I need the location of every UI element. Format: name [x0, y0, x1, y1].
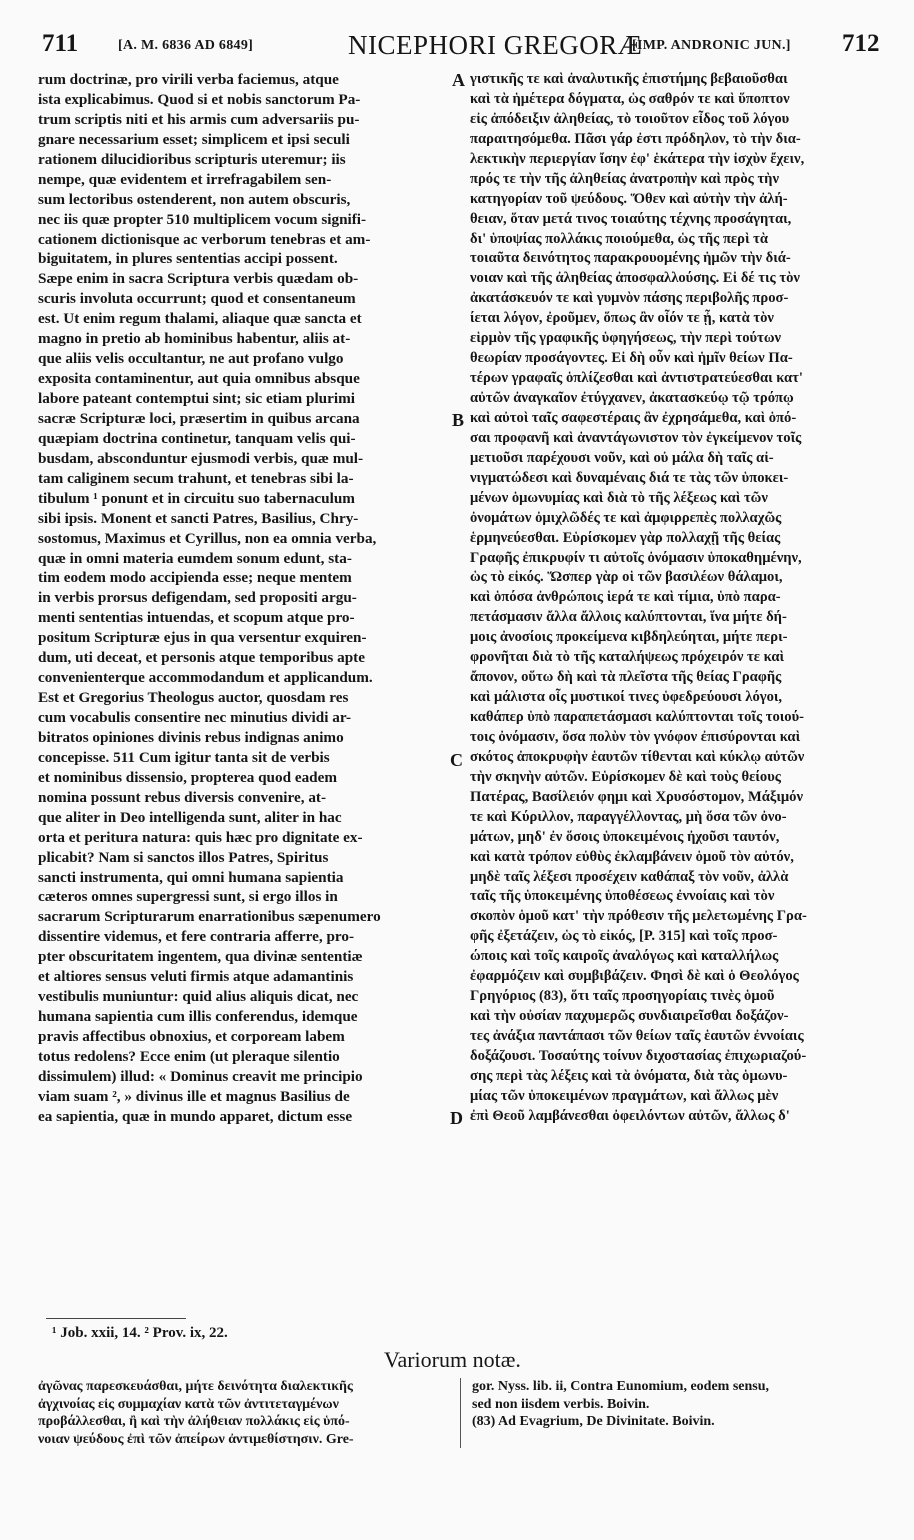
emperor-reference: [IMP. ANDRONIC JUN.] — [632, 38, 791, 53]
greek-text-line: τες ἀνάξια παντάπασι τῶν θείων ταῖς ἑαυτῶν ἐννοίαις — [470, 1028, 804, 1044]
latin-text-line: Est et Gregorius Theologus auctor, quosdam res — [38, 689, 349, 707]
latin-text-line: tam caliginem secum trahunt, et tenebras sibi la- — [38, 469, 354, 487]
footnotes: ¹ Job. xxii, 14. ² Prov. ix, 22. — [52, 1325, 228, 1341]
greek-text-line: καὶ αὐτοὶ ταῖς σαφεστέραις ἂν ἐχρησάμεθα, καὶ ὁπό- — [470, 409, 797, 426]
greek-text-line: φῆς ἐξετάζειν, ὡς τὸ εἰκός, [P. 315] καὶ τοῖς προσ- — [470, 928, 778, 945]
latin-text-line: positum Scripturæ ejus in qua versentur exquiren- — [38, 629, 367, 647]
date-range: [A. M. 6836 AD 6849] — [118, 38, 254, 53]
note-line: προβάλλεσθαι, ἢ καὶ τὴν ἀλήθειαν πολλάκις εἰς ὑπό- — [38, 1414, 350, 1429]
latin-text-line: sacrarum Scripturarum enarrationibus sæpenumero — [38, 908, 381, 926]
greek-text-line: μετιοῦσι παρέχουσι νοῦν, καὶ οὐ μάλα δὴ ταῖς αἰ- — [470, 449, 774, 466]
page-header — [32, 28, 882, 68]
note-line: gor. Nyss. lib. ii, Contra Eunomium, eodem sensu, — [472, 1379, 770, 1394]
latin-text-line: convenienterque accommodandum et applicandum. — [38, 669, 373, 687]
greek-text-line: αὐτῶν ἀναγκαῖον ἐτύγχανεν, ἀκατασκεύῳ τῷ τρόπῳ — [470, 390, 794, 406]
greek-text-line: Γρηγόριος (83), ὅτι ταῖς προσηγορίαις τινὲς ὁμοῦ — [470, 988, 775, 1005]
notes-left-column — [38, 1378, 450, 1448]
greek-text-line: ἄπονον, οὕτω δὴ καὶ τὰ πλεῖστα τῆς θείας Γραφῆς — [470, 669, 782, 686]
greek-text-line: ταῖς τῆς ὑποκειμένης ὑποθέσεως ἐννοίαις καὶ τὸν — [470, 888, 775, 905]
latin-text-line: pravis affectibus obnoxius, et corpoream labem — [38, 1028, 345, 1045]
latin-text-line: magno in pretio ab hominibus habentur, aliis at- — [38, 330, 351, 348]
latin-text-line: orta et peritura natura: quis hæc pro dignitate ex- — [38, 828, 363, 846]
note-line: ἀγῶνας παρεσκευάσθαι, μήτε δεινότητα διαλεκτικῆς — [38, 1379, 353, 1394]
greek-text-line: παραιτησόμεθα. Πᾶσι γάρ ἐστι πρόδηλον, τὸ τὴν δια- — [470, 130, 801, 147]
greek-text-line: ὀνομάτων ὀμιχλῶδές τε καὶ ἀμφιρρεπὲς πολλαχῶς — [470, 509, 782, 526]
greek-text-line: τοιαῦτα δεινότητος παρακρουομένης ἡμῶν τὴν διά- — [470, 250, 791, 267]
greek-text-line: μίας τῶν ὑποκειμένων πραγμάτων, καὶ ἄλλως μὲν — [470, 1087, 779, 1104]
latin-text-line: biguitatem, in plures sententias accipi possent. — [38, 250, 338, 268]
greek-text-line: δι' ὑποψίας πολλάκις ποιούμεθα, ὡς τῆς περὶ τὰ — [470, 230, 769, 247]
latin-text-line: que aliis velis occultantur, ne aut profano vulgo — [38, 350, 344, 368]
greek-text-line: Γραφῆς ἐπικρυφίν τι αὐτοῖς ὀνόμασιν ὑποκαθημένην, — [470, 549, 802, 566]
greek-text-line: εἰς ἀπόδειξιν ἀληθείας, τὸ τοιοῦτον εἶδος τοῦ λόγου — [470, 110, 790, 127]
latin-text-line: nec iis quæ propter 510 multiplicem vocum signifi- — [38, 210, 367, 228]
latin-text-line: nempe, quæ evidentem et irrefragabilem sen- — [38, 170, 332, 188]
latin-text-line: sibi ipsis. Monent et sancti Patres, Basilius, Chry- — [38, 509, 359, 527]
greek-text-line: σης περὶ τὰς λέξεις καὶ τὰ ὀνόματα, διὰ τὰς ὁμωνυ- — [470, 1067, 788, 1084]
greek-text-line: μένων ὁμωνυμίας καὶ διὰ τὸ τῆς λέξεως καὶ τῶν — [470, 489, 768, 506]
greek-text-line: τοις ὀνόμασιν, ὅσα πολὺν τὸν γνόφον ἐπισύρονται καὶ — [470, 728, 801, 745]
greek-text-line: πετάσμασιν ἄλλα ἄλλοις καλύπτονται, ἵνα μήτε δή- — [470, 609, 787, 626]
greek-text-line: νοιαν καὶ τῆς ἀληθείας ἀποσφαλλούσης. Εἰ δέ τις τὸν — [470, 270, 800, 287]
greek-text-line: σκοπὸν ὁμοῦ κατ' τὴν πρόθεσιν τῆς μελετωμένης Γρα- — [470, 908, 807, 925]
greek-text-line: τε καὶ Κύριλλον, παραγγέλλοντας, μὴ ὅσα τῶν ὀνο- — [470, 808, 787, 825]
greek-text-line: θειαν, ὅταν μετά τινος τοιαύτης τέχνης προσάγηται, — [470, 210, 792, 227]
latin-text-line: cum vocabulis consentire nec minutius dividi ar- — [38, 709, 352, 726]
latin-text-line: Sæpe enim in sacra Scriptura verbis quædam ob- — [38, 270, 359, 288]
greek-text-line: τὴν σκηνὴν αὐτῶν. Εὑρίσκομεν δὲ καὶ τοὺς θείους — [470, 768, 781, 785]
section-marker-c: C — [450, 750, 463, 770]
greek-text-line: νιγματώδεσι καὶ δυναμέναις διά τε τὰς τῶν ὑποκει- — [470, 469, 789, 486]
greek-text-line: καθάπερ ὑπὸ παραπετάσμασι καλύπτονται τοῖς τοιού- — [470, 709, 805, 725]
page-number-left: 711 — [42, 30, 79, 57]
latin-text-line: bitratos opiniones divinis rebus indignas animo — [38, 728, 344, 746]
latin-text-line: ista explicabimus. Quod si et nobis sanctorum Pa- — [38, 90, 361, 108]
latin-text-line: nomina possunt rebus diversis convenire, at- — [38, 788, 327, 806]
greek-text-line: εἱρμὸν τῆς γραφικῆς ὑφηγήσεως, τὴν περὶ τούτων — [470, 330, 782, 347]
latin-column — [38, 70, 450, 1127]
latin-text-line: quæ in omni materia eumdem sonum edunt, sta- — [38, 549, 352, 567]
latin-text-line: concepisse. 511 Cum igitur tanta sit de verbis — [38, 748, 330, 766]
greek-text-line: λεκτικὴν περιεργίαν ἴσην ἐφ' ἑκάτερα τὴν ἰσχὺν ἔχειν, — [470, 150, 805, 167]
latin-text-line: sum lectoribus ostenderent, non autem obscuris, — [38, 190, 351, 208]
latin-text-line: totus redolens? Ecce enim (ut pleraque silentio — [38, 1047, 340, 1065]
note-line: ἀγχινοίας εἰς συμμαχίαν κατὰ τῶν ἀντιτεταγμένων — [38, 1396, 339, 1412]
latin-text-line: est. Ut enim regum thalami, aliaque quæ sancta et — [38, 310, 362, 328]
greek-text-line: καὶ ὁπόσα ἀνθρώποις ἱερά τε καὶ τίμια, ὑπὸ παρα- — [470, 589, 781, 606]
greek-text-line: καὶ τὴν οὐσίαν παχυμερῶς συνδιαιρεῖσθαι δοξάζον- — [470, 1008, 789, 1025]
greek-text-line: πρός τε τὴν τῆς ἀληθείας ἀνατροπὴν καὶ πρὸς τὴν — [470, 170, 779, 187]
notes-column-divider — [460, 1378, 461, 1448]
latin-text-line: gnare necessarium esset; simplicem et ipsi seculi — [38, 130, 350, 148]
running-title: NICEPHORI GREGORÆ — [348, 30, 643, 60]
section-marker-d: D — [450, 1108, 463, 1128]
latin-text-line: busdam, absconduntur ejusmodi verbis, quæ mul- — [38, 449, 364, 467]
greek-text-line: ώποις καὶ τοῖς καιροῖς ἀναλόγως καὶ καταλλήλως — [470, 948, 779, 965]
latin-text-line: quæpiam doctrina continetur, tanquam velis qui- — [38, 429, 356, 447]
greek-text-line: ὡς τὸ εἰκός. Ὥσπερ γὰρ οἱ τῶν βασιλέων θάλαμοι, — [470, 569, 783, 586]
greek-text-line: μοις ἀνοσίοις προκείμενα κιβδηλεύηται, μήτε περι- — [470, 629, 788, 646]
latin-text-line: dissimulem) illud: « Dominus creavit me principio — [38, 1067, 363, 1085]
latin-text-line: cæteros omnes supergressi sunt, si ergo illos in — [38, 888, 338, 906]
greek-text-line: κατηγορίαν τοῦ ψεύδους. Ὅθεν καὶ αὐτὴν τὴν ἀλή- — [470, 190, 788, 207]
greek-text-line: θεωρίαν προσάγοντες. Εἰ δὴ οὖν καὶ ἡμῖν θείων Πα- — [470, 350, 793, 367]
greek-text-line: μάτων, μηδ' ἐν ὅσοις ὑποκειμένοις ἠχοῦσι ταυτόν, — [470, 828, 780, 845]
latin-text-line: exposita contaminentur, aut quia omnibus absque — [38, 370, 360, 388]
latin-text-line: vestibulis muniuntur: quid alius aliquis dicat, nec — [38, 988, 359, 1006]
latin-text-line: et nominibus dissensio, propterea quod eadem — [38, 768, 338, 786]
greek-text-line: καὶ τὰ ἡμέτερα δόγματα, ὡς σαθρόν τε καὶ ὕποπτον — [470, 90, 790, 107]
latin-text-line: sacræ Scripturæ loci, præsertim in quibus arcana — [38, 409, 360, 427]
latin-text-line: dissentire videmus, et fere contraria afferre, pro- — [38, 928, 355, 946]
greek-text-line: δοξάζουσι. Τοσαύτης τοίνυν διχοστασίας ἐπιχωριαζού- — [470, 1047, 807, 1064]
greek-text-line: τέρων γραφαῖς ὁπλίζεσθαι καὶ ἀντιστρατεύεσθαι κατ' — [470, 370, 803, 387]
latin-text-line: rationem dilucidioribus scripturis uteremur; iis — [38, 150, 346, 168]
greek-text-line: Πατέρας, Βασίλειόν φημι καὶ Χρυσόστομον, Μάξιμόν — [470, 788, 803, 805]
latin-text-line: sostomus, Maximus et Cyrillus, non ea omnia verba, — [38, 529, 377, 547]
latin-text-line: ea sapientia, quæ in mundo apparet, dictum esse — [38, 1107, 353, 1125]
latin-text-line: humana sapientia cum illis conferendus, idemque — [38, 1008, 358, 1026]
section-marker-b: B — [452, 410, 465, 430]
section-marker-a: A — [452, 70, 465, 90]
latin-text-line: que aliter in Deo intelligenda sunt, aliter in hac — [38, 808, 342, 826]
greek-text-line: μηδὲ ταῖς λέξεσι προσέχειν καθάπαξ τὸν νοῦν, ἀλλὰ — [470, 868, 789, 885]
latin-text-line: tim eodem modo accipienda esse; neque mentem — [38, 569, 352, 587]
latin-text-line: et altiores sensus veluti firmis atque adamantinis — [38, 968, 354, 986]
latin-text-line: scuris involuta occurrunt; quod et consentaneum — [38, 290, 356, 308]
latin-text-line: in verbis prorsus defigendam, sed propositi argu- — [38, 589, 357, 607]
greek-text-line: ἑρμηνεύεσθαι. Εὑρίσκομεν γὰρ πολλαχῇ τῆς θείας — [470, 529, 781, 546]
latin-text-line: trum scriptis niti et his armis cum adversariis pu- — [38, 110, 360, 128]
latin-text-line: labore pateant contemptui sint; sic etiam plurimi — [38, 390, 355, 407]
note-line: (83) Ad Evagrium, De Divinitate. Boivin. — [472, 1414, 715, 1429]
latin-text-line: sancti instrumenta, qui omni humana sapientia — [38, 868, 344, 886]
latin-text-line: cationem dictionisque ac verborum tenebras et am- — [38, 230, 371, 248]
greek-text-line: ίεται λόγον, ἐροῦμεν, ὅπως ἂν οἷόν τε ᾖ, κατὰ τὸν — [470, 310, 774, 327]
greek-column — [470, 70, 885, 1127]
notes-right-column — [472, 1378, 884, 1431]
greek-text-line: σκότος ἀποκρυφὴν ἑαυτῶν τίθενται καὶ κύκλῳ αὐτῶν — [470, 748, 805, 765]
latin-text-line: menti sententias intuendas, et scopum atque pro- — [38, 609, 355, 627]
latin-text-line: pter obscuritatem ingentem, qua divinæ sententiæ — [38, 948, 363, 966]
greek-text-line: σαι προφανῆ καὶ ἀναντάγωνιστον τὸν ἐγκείμενον τοῖς — [470, 429, 802, 446]
greek-text-line: καὶ κατὰ τρόπον εὐθὺς ἐκλαμβάνειν ὁμοῦ τὸν αὐτόν, — [470, 848, 794, 865]
greek-text-line: ἀκατάσκευόν τε καὶ γυμνὸν πάσης περιβολῆς προσ- — [470, 290, 789, 307]
latin-text-line: dum, uti deceat, et personis atque temporibus apte — [38, 649, 365, 667]
note-line: νοιαν ψεύδους ἐπὶ τῶν ἀπείρων ἀντιμεθίστησιν. Gre- — [38, 1431, 354, 1447]
greek-text-line: φρονῆται διὰ τὸ τῆς καταλήψεως πρόχειρόν τε καὶ — [470, 649, 785, 666]
footnote-rule — [46, 1318, 186, 1319]
greek-text-line: καὶ μάλιστα οἷς μυστικοί τινες ὑφεδρεύουσι λόγοι, — [470, 689, 783, 706]
note-line: sed non iisdem verbis. Boivin. — [472, 1396, 650, 1412]
latin-text-line: viam suam ², » divinus ille et magnus Basilius de — [38, 1087, 350, 1105]
latin-text-line: rum doctrinæ, pro virili verba faciemus, atque — [38, 71, 339, 88]
page-number-right: 712 — [842, 30, 880, 57]
latin-text-line: plicabit? Nam si sanctos illos Patres, Spiritus — [38, 848, 329, 866]
notes-heading: Variorum notæ. — [384, 1347, 521, 1372]
latin-text-line: tibulum ¹ ponunt et in circuitu suo tabernaculum — [38, 489, 355, 507]
greek-text-line: ἐπὶ Θεοῦ λαμβάνεσθαι ὀφειλόντων αὐτῶν, ἄλλως δ' — [470, 1107, 790, 1124]
greek-text-line: γιστικῆς τε καὶ ἀναλυτικῆς ἐπιστήμης βεβαιοῦσθαι — [470, 71, 788, 87]
greek-text-line: ἐφαρμόζειν καὶ συμβιβάζειν. Φησὶ δὲ καὶ ὁ Θεολόγος — [470, 968, 799, 985]
